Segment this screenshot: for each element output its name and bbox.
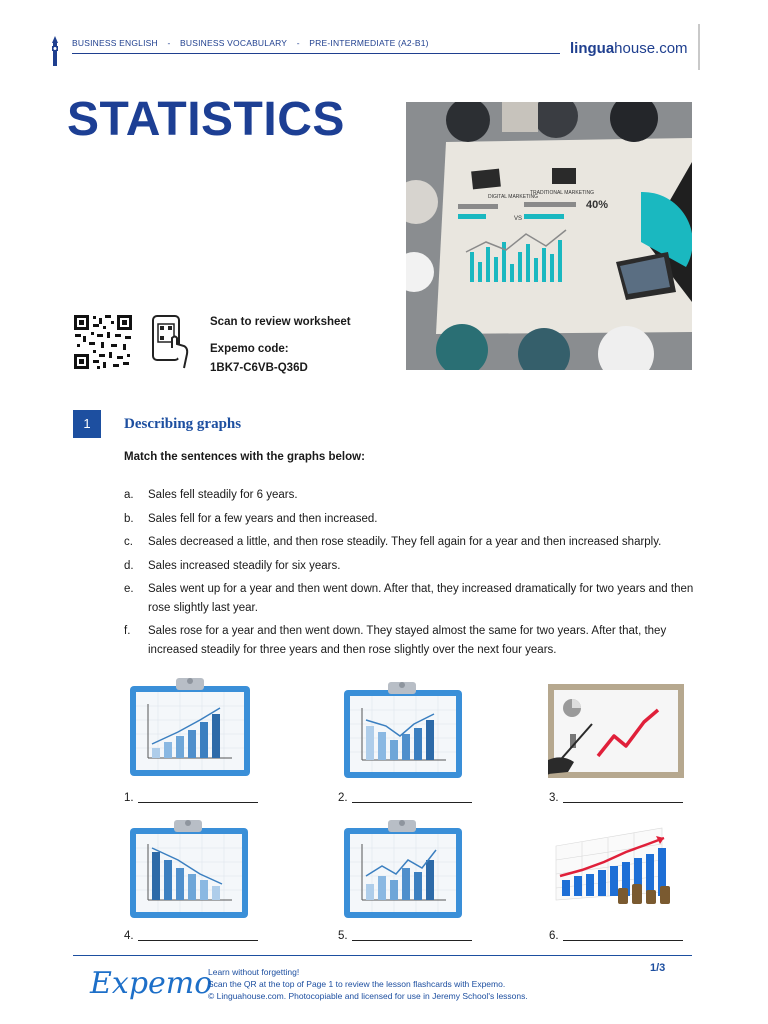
qr-code-icon[interactable] <box>73 314 133 370</box>
answer-number: 2. <box>338 792 348 804</box>
sentence-list <box>124 486 694 664</box>
answer-line <box>563 802 683 803</box>
item-text: Sales increased steadily for six years. <box>148 559 341 572</box>
section-title: Describing graphs <box>124 416 242 432</box>
answer-number: 3. <box>549 792 559 804</box>
answer-line <box>352 940 472 941</box>
big-ben-icon <box>50 36 60 66</box>
list-item <box>124 622 694 659</box>
photo-label-digital: DIGITAL MARKETING <box>488 194 539 200</box>
breadcrumb-item: BUSINESS VOCABULARY <box>180 38 288 48</box>
footer-line-2: Scan the QR at the top of Page 1 to review the lesson flashcards with Expemo. <box>208 979 506 989</box>
graph-3-easel-zigzag <box>548 684 684 778</box>
header-divider <box>72 53 560 54</box>
item-text: Sales rose for a year and then went down. They stayed almost the same for two years. After that, they increased steadily for three years and then rose slightly over the next four years. <box>148 625 667 656</box>
item-letter: d. <box>124 559 134 572</box>
scan-info <box>210 313 351 378</box>
linguahouse-logo[interactable] <box>570 40 688 57</box>
item-letter: c. <box>124 536 133 548</box>
answer-number: 6. <box>549 930 559 942</box>
answer-blank[interactable] <box>338 792 472 804</box>
photo-label-percent: 40% <box>586 199 609 211</box>
page-title: STATISTICS <box>67 93 345 146</box>
item-letter: e. <box>124 583 134 595</box>
list-item <box>124 557 694 576</box>
graph-4-clipboard-falling <box>128 818 250 920</box>
photo-label-traditional: TRADITIONAL MARKETING <box>530 190 594 196</box>
logo-rest: house.com <box>614 40 688 57</box>
answer-number: 5. <box>338 930 348 942</box>
breadcrumb-separator: - <box>167 38 171 48</box>
answer-line <box>563 940 683 941</box>
answer-number: 1. <box>124 792 134 804</box>
answer-number: 4. <box>124 930 134 942</box>
expemo-code: 1BK7-C6VB-Q36D <box>210 361 308 374</box>
footer-line-1: Learn without forgetting! <box>208 967 300 977</box>
item-letter: b. <box>124 512 134 525</box>
business-meeting-photo <box>406 102 692 370</box>
answer-blank[interactable] <box>124 930 258 942</box>
footer-divider <box>73 955 692 956</box>
footer-line-3: © Linguahouse.com. Photocopiable and licensed for use in Jeremy School's lessons. <box>208 991 528 1001</box>
expemo-logo[interactable]: Expemo <box>90 966 213 1001</box>
item-text: Sales decreased a little, and then rose steadily. They fell again for a year and then increased sharply. <box>148 536 662 548</box>
expemo-code-label: Expemo code: <box>210 342 289 355</box>
section-number: 1 <box>73 410 101 438</box>
graph-2-clipboard-dip <box>342 680 464 780</box>
graph-5-clipboard-wave <box>342 818 464 920</box>
photo-label-vs: VS <box>514 216 523 222</box>
graph-1-clipboard-rising <box>128 676 252 778</box>
footer-text <box>208 966 528 1002</box>
list-item <box>124 486 694 505</box>
meeting-illustration <box>406 102 692 370</box>
answer-line <box>138 940 258 941</box>
page-number: 1/3 <box>650 962 666 974</box>
answer-blank[interactable] <box>549 930 683 942</box>
breadcrumb-item: BUSINESS ENGLISH <box>72 38 158 48</box>
item-text: Sales went up for a year and then went down. After that, they increased dramatically for two years and then rose slightly last year. <box>148 583 694 614</box>
page-header <box>50 34 698 60</box>
breadcrumb-item: PRE-INTERMEDIATE (A2-B1) <box>309 38 429 48</box>
item-text: Sales fell for a few years and then increased. <box>148 512 378 525</box>
answer-blank[interactable] <box>124 792 258 804</box>
answer-blank[interactable] <box>338 930 472 942</box>
header-vertical-rule <box>698 24 700 70</box>
exercise-instruction: Match the sentences with the graphs below: <box>124 451 365 463</box>
scan-instruction: Scan to review worksheet <box>210 316 351 328</box>
answer-line <box>352 802 472 803</box>
logo-bold: lingua <box>570 40 615 57</box>
answer-line <box>138 802 258 803</box>
graph-6-3d-bars-coins <box>552 826 684 910</box>
breadcrumb <box>72 38 436 48</box>
list-item <box>124 580 694 617</box>
item-letter: f. <box>124 625 131 637</box>
list-item <box>124 533 694 552</box>
item-text: Sales fell steadily for 6 years. <box>148 489 298 501</box>
phone-scan-icon <box>150 314 192 372</box>
breadcrumb-separator: - <box>296 38 300 48</box>
list-item <box>124 510 694 529</box>
answer-blank[interactable] <box>549 792 683 804</box>
item-letter: a. <box>124 489 134 501</box>
